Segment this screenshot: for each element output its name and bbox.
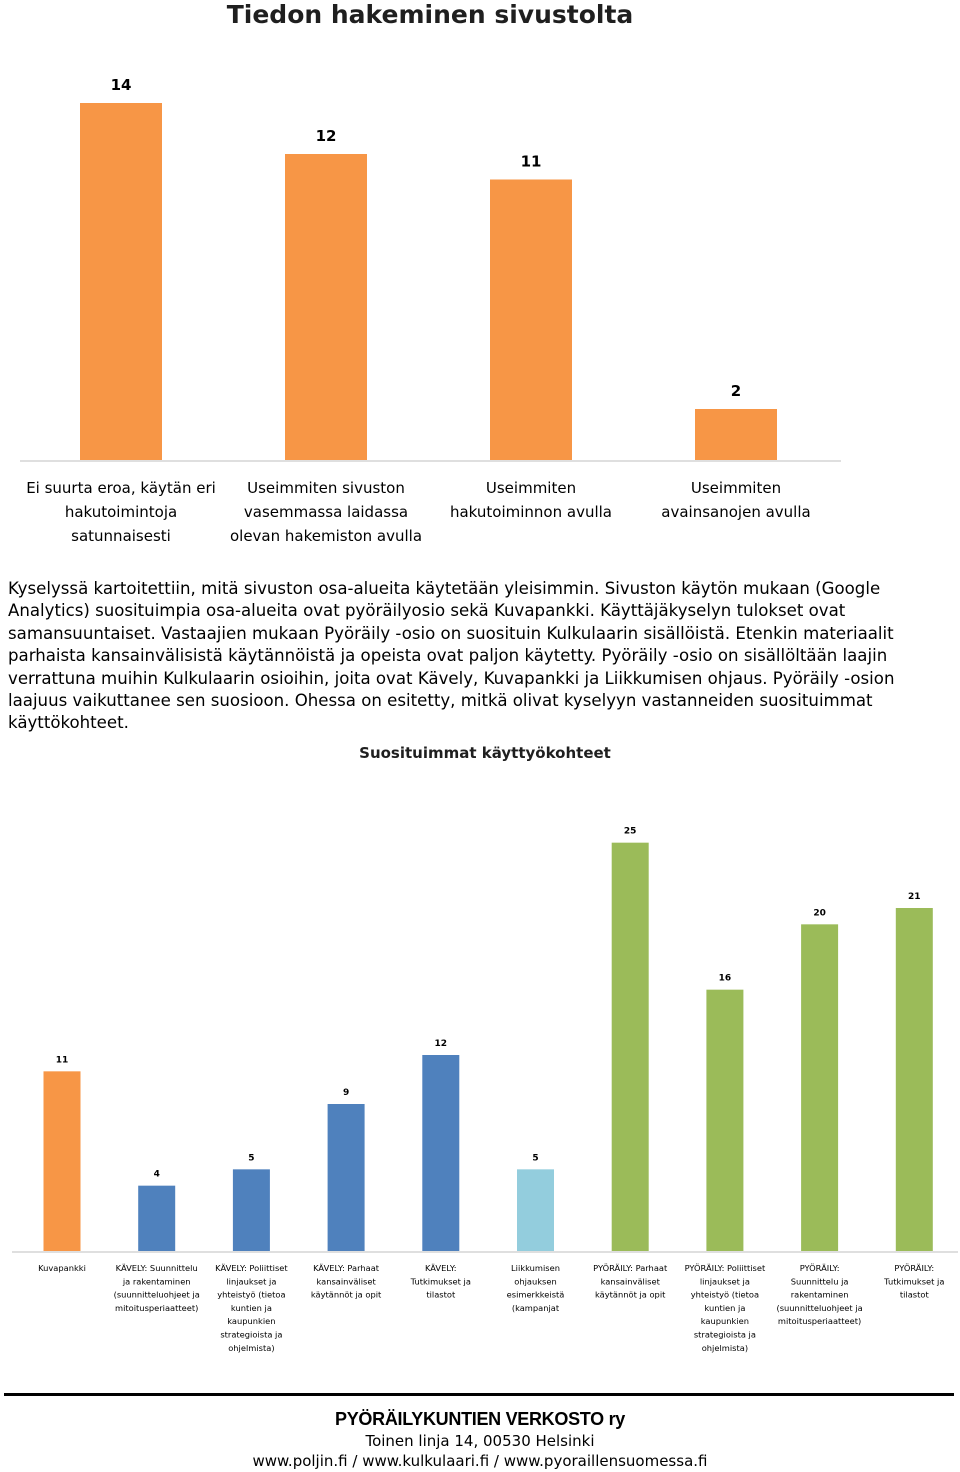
category-label: kansainväliset xyxy=(316,1276,376,1287)
category-label: kaupunkien xyxy=(700,1316,750,1327)
category-label: käytännöt ja opit xyxy=(310,1289,382,1300)
value-labels xyxy=(111,76,742,400)
category-label: hakutoimintoja xyxy=(64,503,178,521)
value-label: 14 xyxy=(110,76,132,94)
category-label: ohjauksen xyxy=(514,1276,557,1287)
footer xyxy=(0,1407,960,1471)
category-label: vasemmassa laidassa xyxy=(243,503,409,521)
category-label: ohjelmista) xyxy=(228,1342,275,1353)
category-label: Tutkimukset ja xyxy=(410,1276,471,1287)
value-label: 5 xyxy=(532,1153,539,1164)
bar xyxy=(896,908,933,1251)
footer-links: www.poljin.fi / www.kulkulaari.fi / www.pyoraillensuomessa.fi xyxy=(252,1452,708,1470)
bars xyxy=(80,103,777,460)
category-label: linjaukset ja xyxy=(226,1276,277,1287)
value-label: 9 xyxy=(342,1088,350,1098)
category-label: ja rakentaminen xyxy=(122,1276,191,1287)
bar xyxy=(801,924,838,1251)
category-label: KÄVELY: Suunnittelu xyxy=(115,1263,198,1273)
category-label: mitoitusperiaatteet) xyxy=(115,1302,199,1313)
category-label: PYÖRÄILY: Parhaat xyxy=(593,1263,668,1273)
category-label: Ei suurta eroa, käytän eri xyxy=(26,479,216,497)
category-label: Kuvapankki xyxy=(38,1263,86,1273)
bar xyxy=(285,154,367,460)
bar xyxy=(422,1055,459,1251)
category-label: KÄVELY: Parhaat xyxy=(313,1263,380,1273)
value-label: 20 xyxy=(813,908,826,919)
category-label: KÄVELY: xyxy=(424,1263,457,1273)
bar xyxy=(328,1104,365,1251)
category-label: kaupunkien xyxy=(227,1316,276,1327)
bar xyxy=(612,843,649,1251)
value-label: 16 xyxy=(718,973,732,984)
footer-divider xyxy=(4,1393,954,1396)
chart-title: Tiedon hakeminen sivustolta xyxy=(226,0,634,29)
category-label: olevan hakemiston avulla xyxy=(229,527,423,545)
search-method-chart xyxy=(0,0,960,560)
category-label: strategioista ja xyxy=(220,1329,283,1340)
value-label: 2 xyxy=(730,382,742,400)
value-label: 5 xyxy=(248,1153,255,1164)
bar xyxy=(695,409,777,460)
value-label: 11 xyxy=(520,152,542,171)
value-label: 21 xyxy=(908,892,921,902)
value-label: 12 xyxy=(434,1039,448,1049)
category-label: yhteistyö (tietoa xyxy=(217,1289,286,1300)
category-label: tilastot xyxy=(426,1289,456,1300)
intro-paragraph: Kyselyssä kartoitettiin, mitä sivuston osa-alueita käytetään yleisimmin. Sivuston käytön mukaan (Google Analytics) suosituimpia osa-alueita ovat pyöräilyosio sekä Kuvapankki. Käyttäjäkyselyn tulokset ovat samansuuntaiset. Vastaajien mukaan Pyöräily -osio on suosituin Kulkulaarin sisällöistä. Etenkin materiaalit parhaista kansainvälisistä käytännöistä ja opeista ovat paljon käytetty. Pyöräily -osio on sisällöltään laajin verrattuna muihin Kulkulaarin osioihin, joita ovat Kävely, Kuvapankki ja Liikkumisen ohjaus. Pyöräily -osion laajuus vaikuttanee sen suosioon. Ohessa on esitetty, mitkä olivat kyselyyn vastanneiden suosituimmat käyttökohteet. xyxy=(8,579,895,733)
category-label: (kampanjat xyxy=(511,1302,560,1313)
category-label: esimerkkeistä xyxy=(506,1289,565,1300)
category-label: yhteistyö (tietoa xyxy=(690,1289,760,1300)
category-label: avainsanojen avulla xyxy=(661,503,811,521)
category-label: ohjelmista) xyxy=(701,1342,749,1353)
bar xyxy=(138,1186,175,1251)
category-label: (suunnitteluohjeet ja xyxy=(113,1289,200,1300)
value-labels xyxy=(56,827,921,1180)
category-label: käytännöt ja opit xyxy=(594,1289,666,1300)
category-label: PYÖRÄILY: xyxy=(799,1263,840,1273)
popular-use-chart xyxy=(0,730,960,1370)
value-label: 12 xyxy=(315,127,337,145)
category-label: Tutkimukset ja xyxy=(884,1276,945,1287)
category-label: kuntien ja xyxy=(230,1302,272,1313)
category-label: rakentaminen xyxy=(790,1289,849,1300)
category-label: Suunnittelu ja xyxy=(790,1276,849,1287)
category-label: Useimmiten xyxy=(485,479,577,497)
bar xyxy=(490,180,572,461)
category-label: satunnaisesti xyxy=(71,527,171,545)
bar xyxy=(233,1169,270,1251)
category-label: Liikkumisen xyxy=(511,1263,560,1273)
chart-title: Suosituimmat käyttyökohteet xyxy=(359,744,611,762)
category-label: kansainväliset xyxy=(600,1276,660,1287)
category-label: mitoitusperiaatteet) xyxy=(777,1316,862,1327)
value-label: 25 xyxy=(623,826,637,837)
category-label: Useimmiten xyxy=(690,479,782,497)
bar xyxy=(44,1071,81,1251)
value-label: 4 xyxy=(153,1169,160,1180)
category-labels xyxy=(38,1263,944,1353)
category-label: linjaukset ja xyxy=(699,1276,750,1287)
bar xyxy=(706,990,743,1251)
value-label: 11 xyxy=(55,1055,69,1066)
footer-organization: PYÖRÄILYKUNTIEN VERKOSTO ry xyxy=(335,1409,625,1429)
category-label: kuntien ja xyxy=(704,1302,746,1313)
bar xyxy=(80,103,162,460)
category-label: KÄVELY: Poliittiset xyxy=(215,1263,288,1273)
footer-address: Toinen linja 14, 00530 Helsinki xyxy=(365,1432,595,1450)
category-label: PYÖRÄILY: xyxy=(894,1263,935,1273)
category-label: hakutoiminnon avulla xyxy=(449,503,613,521)
category-label: (suunnitteluohjeet ja xyxy=(776,1302,863,1313)
category-label: PYÖRÄILY: Poliittiset xyxy=(684,1263,766,1273)
bars xyxy=(44,843,933,1251)
category-label: tilastot xyxy=(899,1289,929,1300)
bar xyxy=(517,1169,554,1251)
category-label: Useimmiten sivuston xyxy=(247,479,405,497)
category-label: strategioista ja xyxy=(693,1329,756,1340)
category-labels xyxy=(26,479,811,545)
